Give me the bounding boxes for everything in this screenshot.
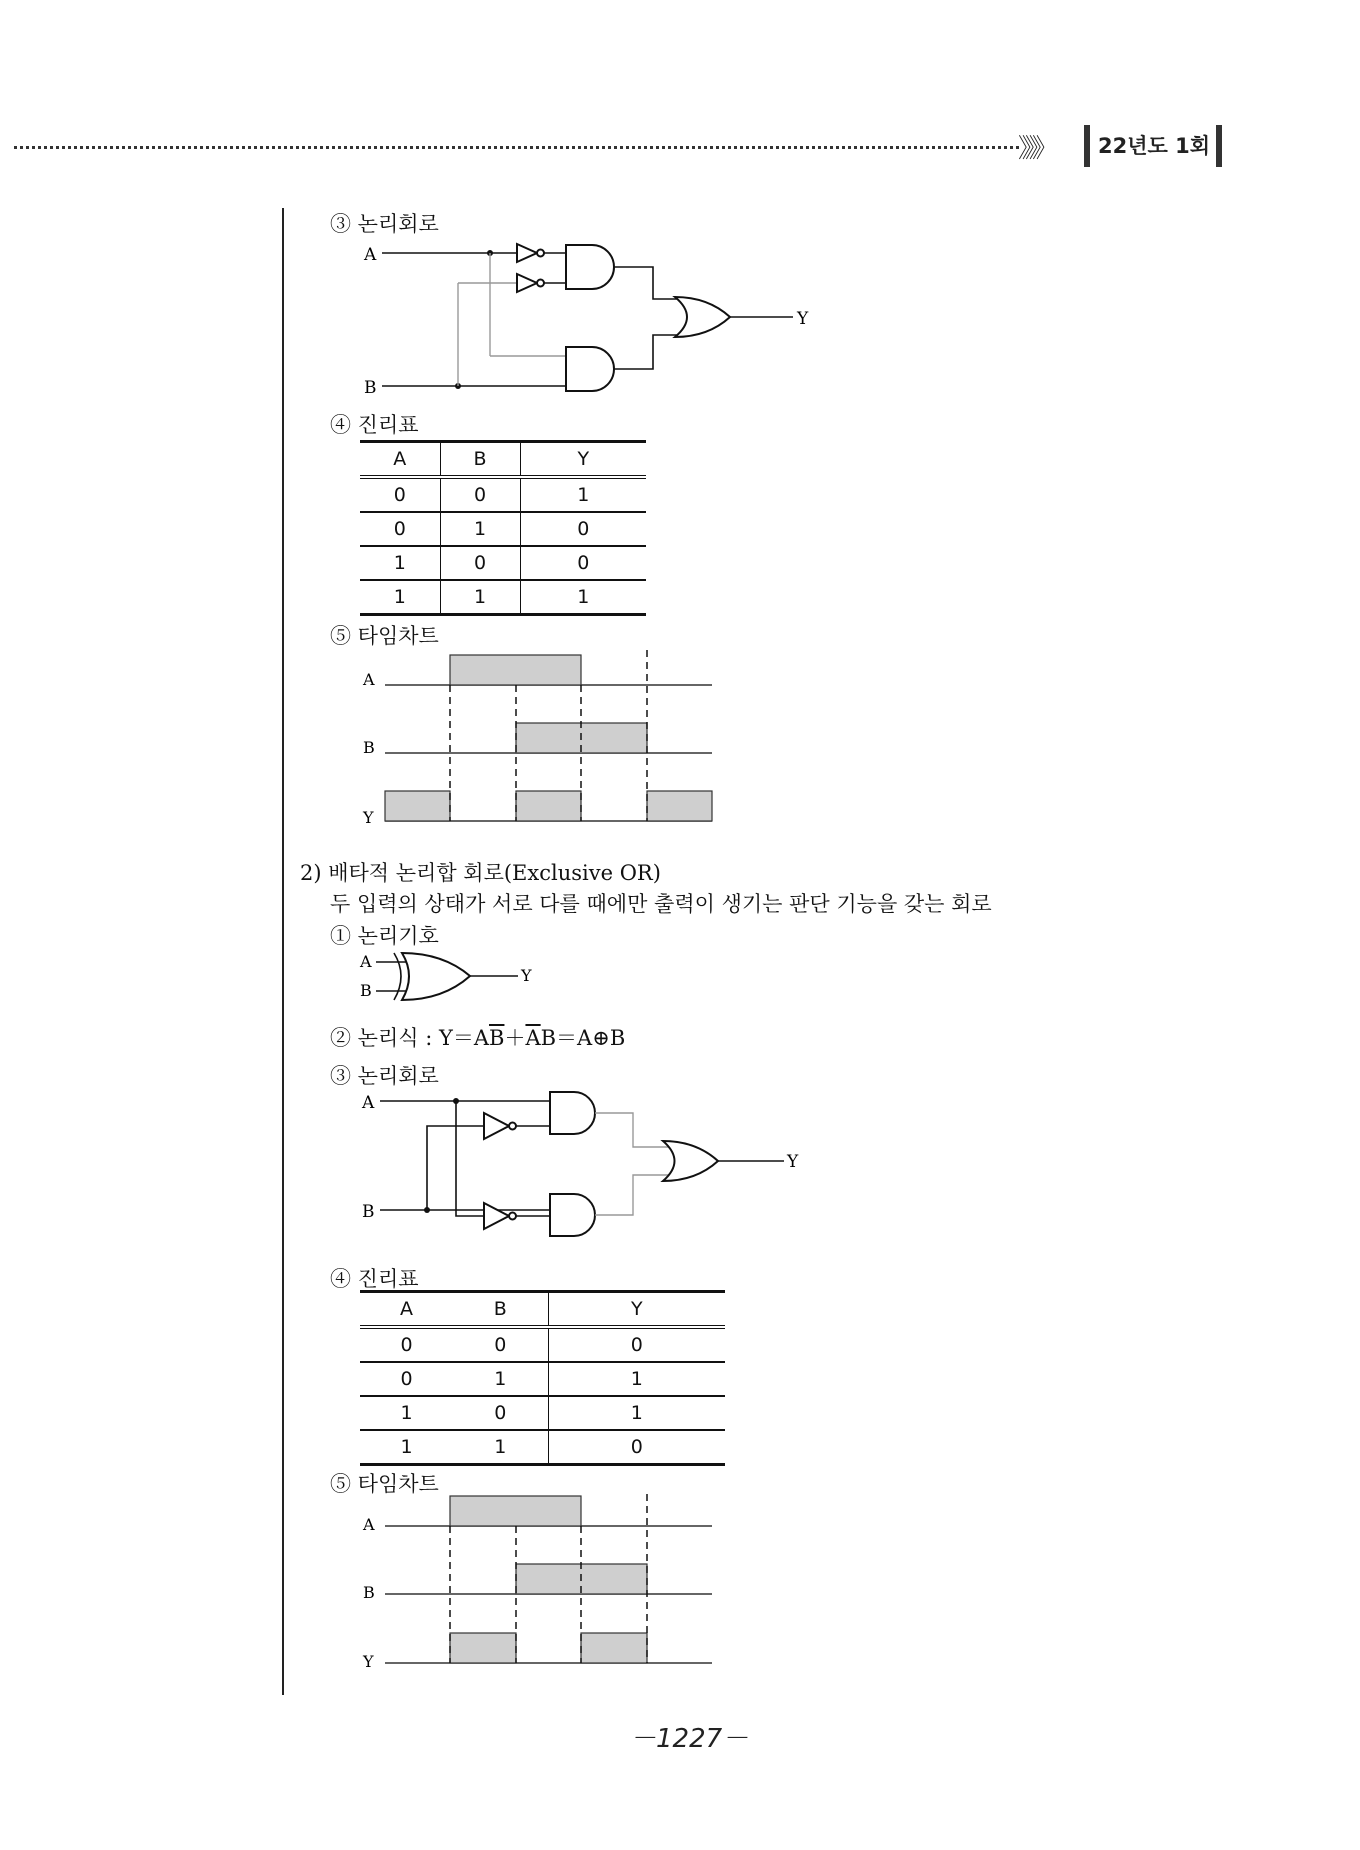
s2-pulse-a <box>450 1496 581 1526</box>
s1-truth-table <box>360 440 646 616</box>
s2-symbol-label-y: Y <box>521 966 532 985</box>
s1-circuit-label-b: B <box>364 378 377 398</box>
s1-and-gate-bottom <box>566 347 614 391</box>
table-row: 1 0 0 <box>360 546 646 580</box>
s1-circuit-label-a: A <box>364 245 377 265</box>
s2-expression-heading: ② 논리식 : <box>330 1026 433 1050</box>
s2-th-a: A <box>400 1298 413 1320</box>
s2-description: 두 입력의 상태가 서로 다를 때에만 출력이 생기는 판단 기능을 갖는 회로 <box>330 892 992 916</box>
header-title: 22년도 1회 <box>1098 134 1211 158</box>
s2-circuit-label-b: B <box>362 1202 375 1222</box>
s2-expression-bbar: $\overline{B}$ <box>489 1026 505 1050</box>
s2-symbol-label-a: A <box>360 952 372 971</box>
table-row: 1 1 0 <box>360 1430 725 1465</box>
table-row: 1 1 1 <box>360 580 646 615</box>
table-row: 0 0 1 <box>360 477 646 512</box>
s2-pulse-y1 <box>450 1633 516 1663</box>
table-row: 1 0 1 <box>360 1396 725 1430</box>
s2-and-gate-bottom <box>550 1194 595 1236</box>
s2-circuit-label-y: Y <box>787 1152 799 1172</box>
s1-th-b: B <box>440 442 520 478</box>
s1-pulse-y3 <box>647 791 712 821</box>
s2-expression-part1: Y＝A <box>438 1026 490 1050</box>
s2-symbol-label-b: B <box>360 981 372 1000</box>
s2-timing-heading: ⑤ 타임차트 <box>330 1472 439 1496</box>
s2-symbol-heading: ① 논리기호 <box>330 924 439 948</box>
table-row: 0 1 0 <box>360 512 646 546</box>
s2-timing-label-b: B <box>363 1583 375 1602</box>
s2-timing-chart <box>355 1490 720 1675</box>
margin-rule <box>282 208 284 1695</box>
s2-truth-table <box>360 1290 725 1466</box>
header-arrows: 》》》 <box>1018 134 1053 164</box>
s1-not-gate-b <box>517 274 537 292</box>
s1-timing-chart <box>355 645 720 830</box>
s1-pulse-y2 <box>516 791 581 821</box>
page-number: －1227－ <box>630 1724 749 1754</box>
s1-timing-label-b: B <box>363 738 375 757</box>
s1-logic-circuit <box>350 235 830 405</box>
s1-circuit-heading: ③ 논리회로 <box>330 212 439 236</box>
s1-timing-label-y: Y <box>363 808 374 827</box>
s2-title: 2) 배타적 논리합 회로(Exclusive OR) <box>300 861 661 885</box>
s2-th-y: Y <box>630 1298 643 1320</box>
s1-truth-header-row <box>360 442 646 478</box>
header-bar-right <box>1216 125 1222 167</box>
s2-timing-label-y: Y <box>363 1652 374 1671</box>
s2-timing-label-a: A <box>363 1515 375 1534</box>
s2-circuit-label-a: A <box>362 1093 375 1113</box>
s1-timing-heading: ⑤ 타임차트 <box>330 624 439 648</box>
s2-truth-header-row <box>360 1292 725 1328</box>
s1-pulse-y1 <box>385 791 450 821</box>
s2-logic-circuit <box>350 1085 820 1260</box>
s1-and-gate-top <box>566 245 614 289</box>
s1-not-gate-a <box>517 244 537 262</box>
table-row: 0 0 0 <box>360 1327 725 1362</box>
s2-truth-heading: ④ 진리표 <box>330 1267 419 1291</box>
s2-expression <box>330 1022 625 1052</box>
xor-gate-symbol <box>358 948 548 1008</box>
s2-expression-abar: $\overline{A}$ <box>525 1026 541 1050</box>
s1-th-a: A <box>360 442 440 478</box>
table-row: 0 1 1 <box>360 1362 725 1396</box>
s2-pulse-y2 <box>581 1633 647 1663</box>
s2-and-gate-top <box>550 1092 595 1134</box>
s1-timing-label-a: A <box>363 670 375 689</box>
s2-or-gate <box>663 1141 718 1181</box>
s1-or-gate <box>675 297 730 337</box>
s2-expression-plus: ＋ <box>504 1026 526 1050</box>
s1-pulse-a <box>450 655 581 685</box>
s2-expression-part2: B＝A⊕B <box>540 1026 626 1050</box>
header-bar-left <box>1084 125 1090 167</box>
s1-circuit-label-y: Y <box>797 309 809 329</box>
s2-not-gate-upper <box>484 1113 509 1139</box>
header-dotted-rule <box>14 146 1019 149</box>
s2-not-gate-lower <box>484 1203 509 1229</box>
s1-th-y: Y <box>577 448 590 470</box>
s2-circuit-heading: ③ 논리회로 <box>330 1064 439 1088</box>
s2-th-b: B <box>453 1292 548 1328</box>
s1-truth-heading: ④ 진리표 <box>330 413 419 437</box>
